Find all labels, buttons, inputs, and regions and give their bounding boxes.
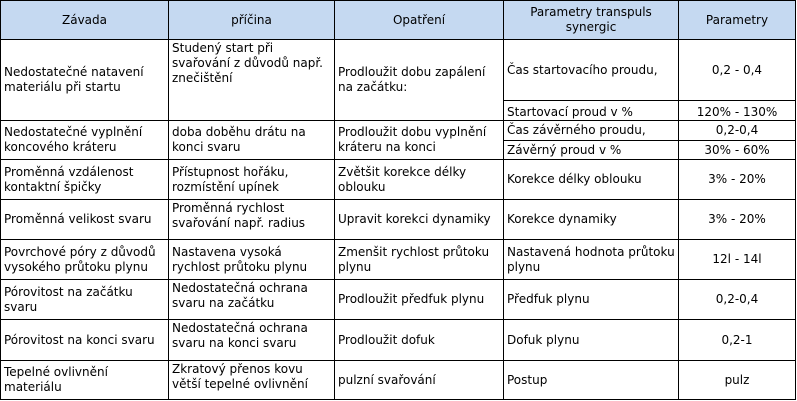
cell-pricina: Nedostatečná ochrana svaru na začátku [169, 280, 335, 320]
cell-pricina: Nedostatečná ochrana svaru na konci svaru [169, 320, 335, 361]
cell-parameter-name: Dofuk plynu [504, 320, 679, 361]
cell-pricina: Zkratový přenos kovu větší tepelné ovlivnění [169, 361, 335, 400]
cell-parameter-value: 30% - 60% [679, 141, 796, 160]
cell-opatreni: Prodloužit dofuk [335, 320, 504, 361]
cell-zavada: Nedostatečné natavení materiálu při startu [1, 40, 169, 121]
table-row [1, 280, 796, 320]
cell-parameter-name: Korekce dynamiky [504, 200, 679, 240]
cell-pricina: Přístupnost hořáku, rozmístění upínek [169, 160, 335, 200]
cell-parameter-name: Korekce délky oblouku [504, 160, 679, 200]
cell-parameter-name: Čas závěrného proudu, [504, 121, 679, 141]
cell-zavada: Pórovitost na konci svaru [1, 320, 169, 361]
cell-zavada: Proměnná velikost svaru [1, 200, 169, 240]
cell-zavada: Proměnná vzdálenost kontaktní špičky [1, 160, 169, 200]
cell-pricina: doba doběhu drátu na konci svaru [169, 121, 335, 160]
cell-zavada: Tepelné ovlivnění materiálu [1, 361, 169, 400]
cell-parameter-name: Čas startovacího proudu, [504, 40, 679, 101]
cell-parameter-name: Závěrný proud v % [504, 141, 679, 160]
cell-zavada: Pórovitost na začátku svaru [1, 280, 169, 320]
cell-opatreni: pulzní svařování [335, 361, 504, 400]
cell-parameter-value: 0,2 - 0,4 [679, 40, 796, 101]
cell-pricina: Studený start při svařování z důvodů např. znečištění [169, 40, 335, 121]
cell-opatreni: Prodloužit předfuk plynu [335, 280, 504, 320]
cell-parameter-value: 12l - 14l [679, 240, 796, 280]
cell-opatreni: Prodloužit dobu zapálení na začátku: [335, 40, 504, 121]
cell-opatreni: Prodloužit dobu vyplnění kráteru na konci [335, 121, 504, 160]
table-row [1, 40, 796, 101]
cell-opatreni: Zmenšit rychlost průtoku plynu [335, 240, 504, 280]
header-zavada: Závada [1, 1, 169, 40]
cell-parameter-value: 0,2-1 [679, 320, 796, 361]
cell-pricina: Nastavena vysoká rychlost průtoku plynu [169, 240, 335, 280]
table-row [1, 200, 796, 240]
cell-opatreni: Upravit korekci dynamiky [335, 200, 504, 240]
header-row [1, 1, 796, 40]
cell-parameter-name: Předfuk plynu [504, 280, 679, 320]
cell-parameter-value: 3% - 20% [679, 200, 796, 240]
cell-parameter-value: 3% - 20% [679, 160, 796, 200]
cell-parameter-name: Postup [504, 361, 679, 400]
table-row [1, 121, 796, 141]
header-parametry-transpuls: Parametry transpuls synergic [504, 1, 679, 40]
header-opatreni: Opatření [335, 1, 504, 40]
header-pricina: příčina [169, 1, 335, 40]
cell-zavada: Nedostatečné vyplnění koncového kráteru [1, 121, 169, 160]
cell-zavada: Povrchové póry z důvodů vysokého průtoku plynu [1, 240, 169, 280]
cell-opatreni: Zvětšit korekce délky oblouku [335, 160, 504, 200]
table-row [1, 160, 796, 200]
cell-parameter-value: 120% - 130% [679, 101, 796, 121]
cell-parameter-name: Nastavená hodnota průtoku plynu [504, 240, 679, 280]
cell-parameter-name: Startovací proud v % [504, 101, 679, 121]
cell-parameter-value: 0,2-0,4 [679, 121, 796, 141]
cell-pricina: Proměnná rychlost svařování např. radius [169, 200, 335, 240]
cell-parameter-value: pulz [679, 361, 796, 400]
table-row [1, 240, 796, 280]
cell-parameter-value: 0,2-0,4 [679, 280, 796, 320]
header-parametry: Parametry [679, 1, 796, 40]
table-row [1, 320, 796, 361]
table-row [1, 361, 796, 400]
